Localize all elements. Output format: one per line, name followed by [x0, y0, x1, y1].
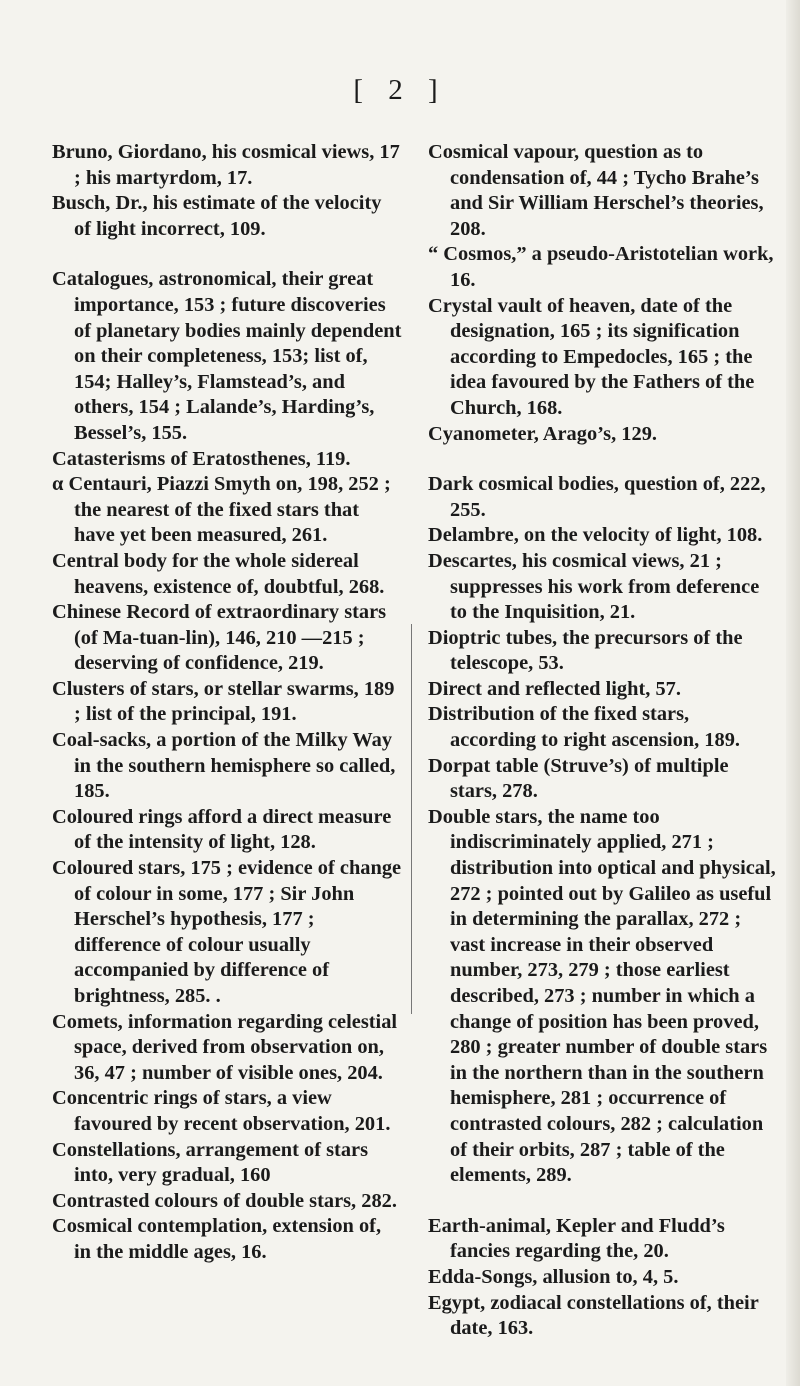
index-entry: Dark cosmical bodies, question of, 222, 255.: [428, 473, 766, 521]
index-entry: Distribution of the fixed stars, according to right ascension, 189.: [428, 703, 740, 752]
index-entry: α Centauri, Piazzi Smyth on, 198, 252 ; the nearest of the fixed stars that have yet been measured, 261.: [52, 473, 391, 547]
index-entry: Crystal vault of heaven, date of the designation, 165 ; its signification according to Empedocles, 165 ; the idea favoured by the Fathers of the Church, 168.: [428, 294, 755, 419]
index-entry: Dorpat table (Struve’s) of multiple stars, 278.: [428, 754, 729, 803]
index-entry: Egypt, zodiacal constellations of, their date, 163.: [428, 1291, 759, 1340]
index-entry: Coloured stars, 175 ; evidence of change of colour in some, 177 ; Sir John Herschel’s hypothesis, 177 ; difference of colour usually accompanied by difference of brightness, 285. .: [52, 857, 402, 1007]
index-entry: Delambre, on the velocity of light, 108.: [428, 524, 763, 547]
index-entry: Contrasted colours of double stars, 282.: [52, 1189, 397, 1212]
index-entry: Coloured rings afford a direct measure of the intensity of light, 128.: [52, 805, 392, 854]
index-entry: Descartes, his cosmical views, 21 ; suppresses his work from deference to the Inquisition, 21.: [428, 549, 760, 624]
index-column-left: [52, 140, 402, 1266]
index-entry: Central body for the whole sidereal heavens, existence of, doubtful, 268.: [52, 549, 385, 598]
index-entry: Coal-sacks, a portion of the Milky Way in the southern hemisphere so called, 185.: [52, 729, 396, 803]
index-entry: Concentric rings of stars, a view favoured by recent observation, 201.: [52, 1087, 391, 1135]
index-entry: Bruno, Giordano, his cosmical views, 17 ; his martyrdom, 17.: [52, 141, 400, 189]
index-entry: “ Cosmos,” a pseudo-Aristotelian work, 16.: [428, 243, 774, 291]
index-entry: Catasterisms of Eratosthenes, 119.: [52, 447, 351, 470]
index-entry: Cosmical contemplation, extension of, in the middle ages, 16.: [52, 1215, 382, 1263]
index-entry: Comets, information regarding celestial space, derived from observation on, 36, 47 ; number of visible ones, 204.: [52, 1010, 398, 1084]
index-entry: Earth-animal, Kepler and Fludd’s fancies regarding the, 20.: [428, 1214, 725, 1263]
index-entry: Double stars, the name too indiscriminately applied, 271 ; distribution into optical and physical, 272 ; pointed out by Galileo as useful in determining the parallax, 272 ; vast increase in their observed number, 273, 279 ; those earliest described, 273 ; number in which a change of position has been proved, 280 ; greater number of double stars in the northern than in the southern hemisphere, 281 ; occurrence of contrasted colours, 282 ; calculation of their orbits, 287 ; table of the elements, 289.: [428, 805, 776, 1187]
index-entry: Busch, Dr., his estimate of the velocity of light incorrect, 109.: [52, 192, 382, 240]
index-entry: Catalogues, astronomical, their great importance, 153 ; future discoveries of planetary bodies mainly dependent on their completeness, 153; list of, 154; Halley’s, Flamstead’s, and others, 154 ; Lalande’s, Harding’s, Bessel’s, 155.: [52, 268, 402, 444]
page-edge-shadow: [786, 0, 800, 1386]
index-entry: Edda-Songs, allusion to, 4, 5.: [428, 1265, 679, 1288]
index-entry: Constellations, arrangement of stars into, very gradual, 160: [52, 1138, 369, 1187]
index-entry: Chinese Record of extraordinary stars (of Ma-tuan-lin), 146, 210 —215 ; deserving of confidence, 219.: [52, 601, 387, 675]
index-column-right: [428, 140, 780, 1342]
index-entry: Dioptric tubes, the precursors of the telescope, 53.: [428, 626, 743, 675]
page-number: [ 2 ]: [353, 74, 447, 106]
index-entry: Cosmical vapour, question as to condensation of, 44 ; Tycho Brahe’s and Sir William Herschel’s theories, 208.: [428, 141, 764, 240]
column-divider: [411, 624, 412, 1014]
index-entry: Direct and reflected light, 57.: [428, 677, 681, 700]
index-entry: Cyanometer, Arago’s, 129.: [428, 422, 657, 445]
index-entry: Clusters of stars, or stellar swarms, 189 ; list of the principal, 191.: [52, 677, 395, 726]
